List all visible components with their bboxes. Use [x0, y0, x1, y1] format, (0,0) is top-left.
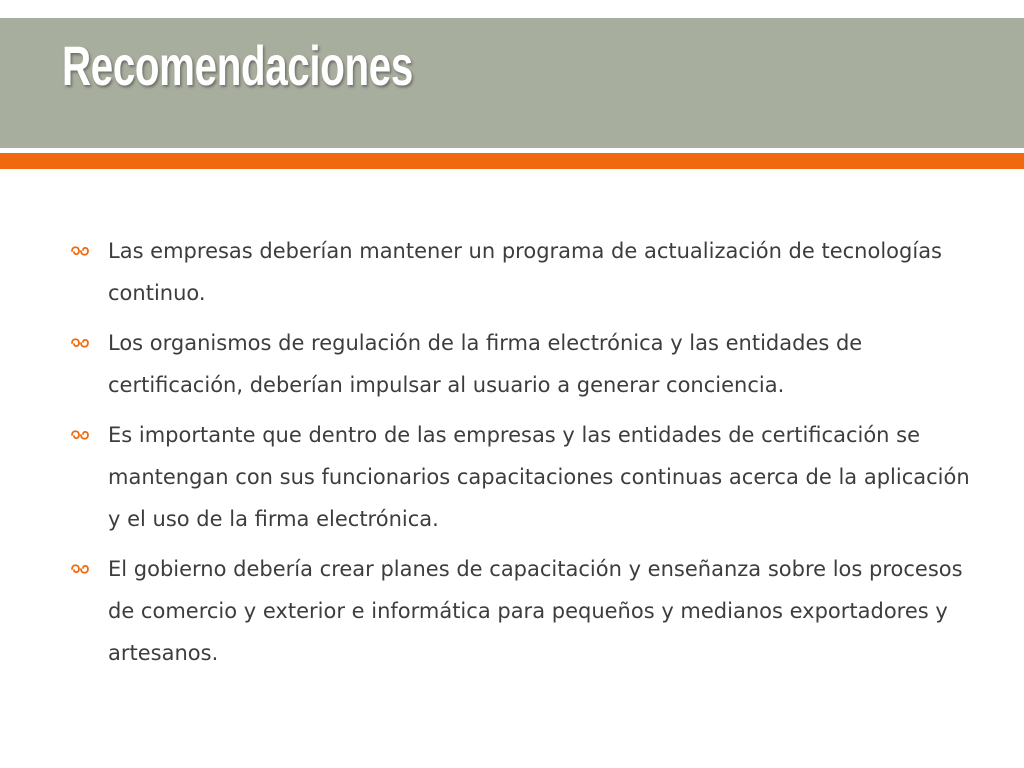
bullet-text: El gobierno debería crear planes de capacitación y enseñanza sobre los procesos de comercio y exterior e informática para pequeños y medianos exportadores y artesanos.: [108, 557, 963, 665]
swirl-bullet-icon: [70, 561, 92, 577]
bullet-text: Los organismos de regulación de la firma electrónica y las entidades de certificación, deberían impulsar al usuario a generar conciencia.: [108, 331, 863, 397]
list-item: [70, 230, 970, 314]
accent-bar: [0, 153, 1024, 169]
slide-title: Recomendaciones: [62, 34, 413, 97]
bullet-text: Las empresas deberían mantener un programa de actualización de tecnologías continuo.: [108, 239, 943, 305]
swirl-bullet-icon: [70, 427, 92, 443]
swirl-bullet-icon: [70, 243, 92, 259]
bullet-list: [70, 230, 970, 682]
swirl-bullet-icon: [70, 335, 92, 351]
list-item: [70, 548, 970, 674]
bullet-text: Es importante que dentro de las empresas y las entidades de certificación se mantengan con sus funcionarios capacitaciones continuas acerca de la aplicación y el uso de la firma electrónica.: [108, 423, 970, 531]
list-item: [70, 414, 970, 540]
list-item: [70, 322, 970, 406]
